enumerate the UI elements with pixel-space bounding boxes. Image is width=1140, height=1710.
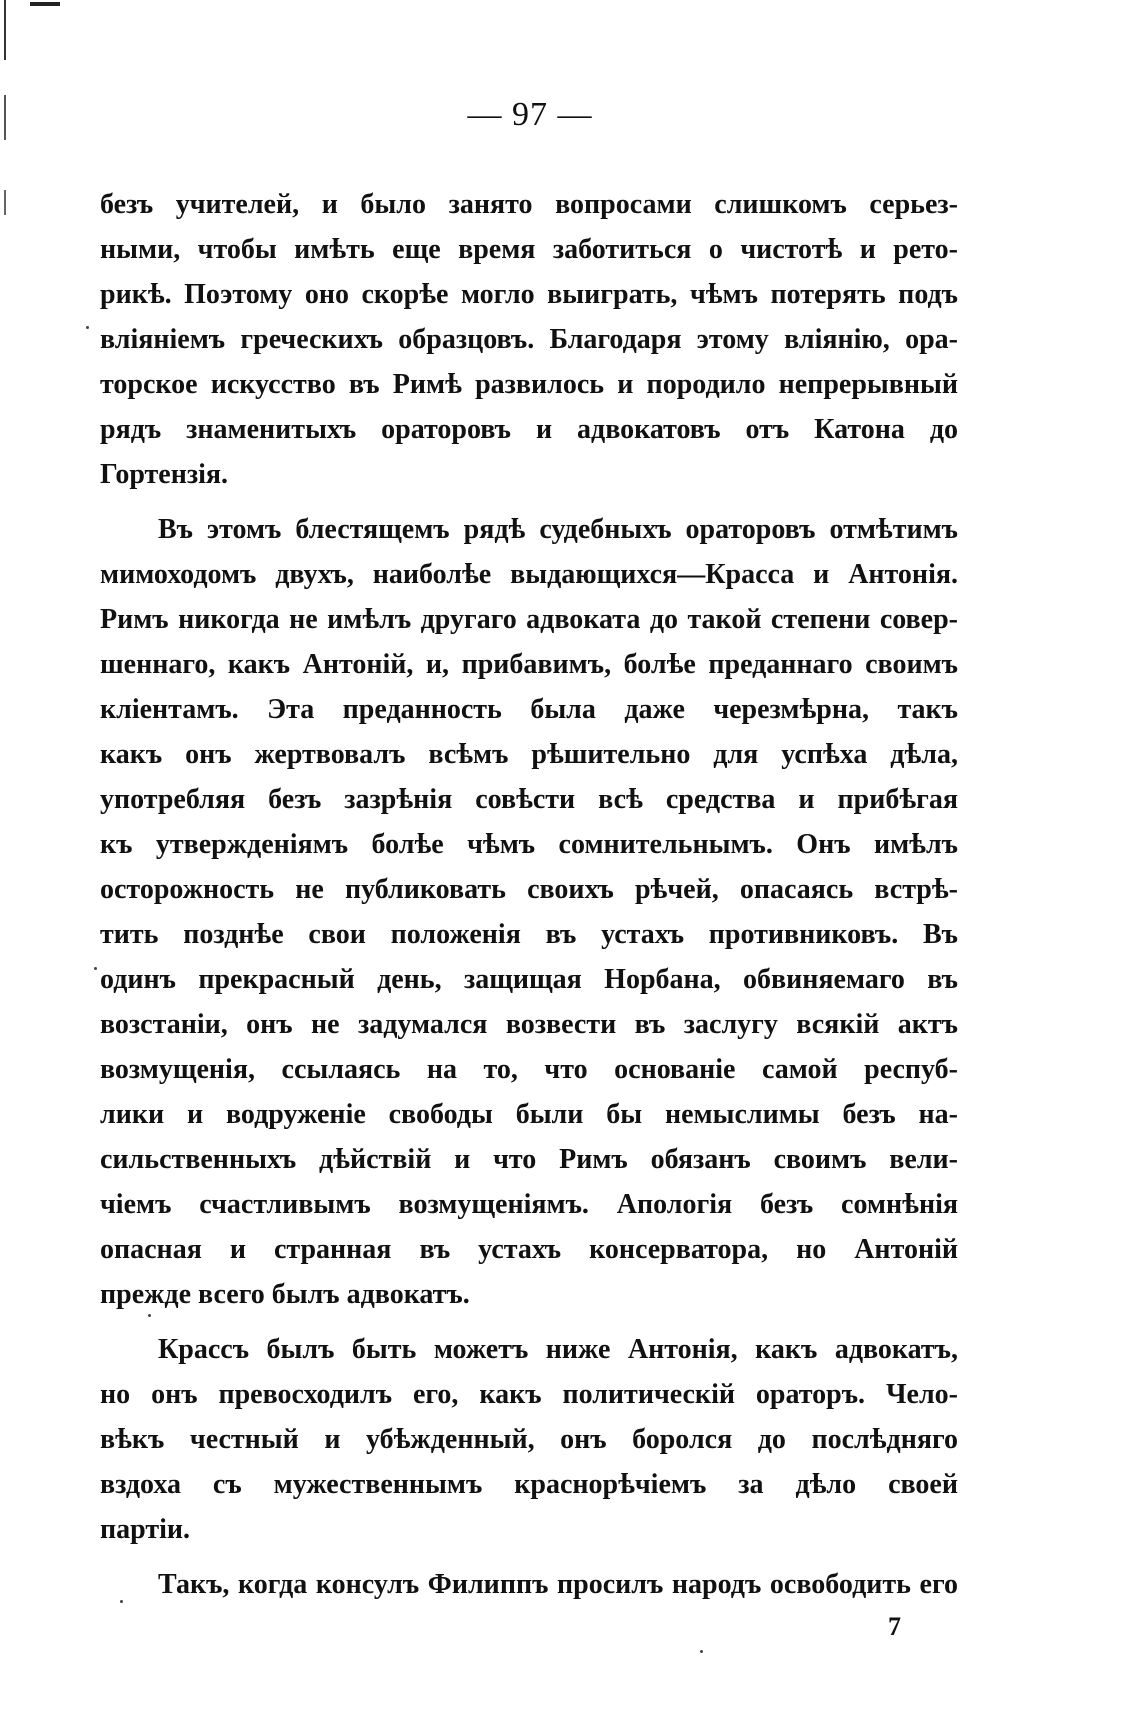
text-line: кліентамъ. Эта преданность была даже черезмѣрна, такъ — [100, 694, 958, 725]
text-line: шеннаго, какъ Антоній, и, прибавимъ, болѣе преданнаго своимъ — [100, 649, 958, 680]
text-line: тить позднѣе свои положенія въ устахъ противниковъ. Въ — [100, 919, 958, 950]
margin-scan-edge — [4, 0, 6, 1710]
text-line: сильственныхъ дѣйствій и что Римъ обязанъ своимъ вели- — [100, 1144, 958, 1175]
scan-speck — [148, 1314, 151, 1317]
scan-speck — [86, 326, 89, 329]
text-line: прежде всего былъ адвокатъ. — [100, 1279, 470, 1310]
page-number: — 97 — — [467, 96, 593, 133]
scan-speck — [94, 967, 97, 970]
text-line: одинъ прекрасный день, защищая Норбана, обвиняемаго въ — [100, 964, 958, 995]
text-line: возмущенія, ссылаясь на то, что основаніе самой респуб- — [100, 1054, 958, 1085]
text-line: рядъ знаменитыхъ ораторовъ и адвокатовъ отъ Катона до — [100, 414, 958, 445]
text-line: рикѣ. Поэтому оно скорѣе могло выиграть, чѣмъ потерять подъ — [100, 279, 958, 310]
text-line: но онъ превосходилъ его, какъ политическій ораторъ. Чело- — [100, 1379, 958, 1410]
scan-speck — [120, 1600, 123, 1603]
text-line: мимоходомъ двухъ, наиболѣе выдающихся—Красса и Антонія. — [100, 559, 958, 590]
paragraph-1 — [100, 182, 958, 497]
text-line: чіемъ счастливымъ возмущеніямъ. Апологія безъ сомнѣнія — [100, 1189, 958, 1220]
text-line: употребляя безъ зазрѣнія совѣсти всѣ средства и прибѣгая — [100, 784, 958, 815]
signature-mark: 7 — [888, 1612, 901, 1641]
text-line: опасная и странная въ устахъ консерватора, но Антоній — [100, 1234, 958, 1265]
paragraph-2 — [100, 507, 958, 1317]
text-line: Римъ никогда не имѣлъ другаго адвоката до такой степени совер- — [100, 604, 958, 635]
text-line: возстаніи, онъ не задумался возвести въ заслугу всякій актъ — [100, 1009, 958, 1040]
text-line: лики и водруженіе свободы были бы немыслимы безъ на- — [100, 1099, 958, 1130]
text-line: ными, чтобы имѣть еще время заботиться о чистотѣ и рето- — [100, 234, 958, 265]
text-line: къ утвержденіямъ болѣе чѣмъ сомнительнымъ. Онъ имѣлъ — [100, 829, 958, 860]
text-line: безъ учителей, и было занято вопросами слишкомъ серьез- — [100, 189, 958, 220]
text-line: вліяніемъ греческихъ образцовъ. Благодаря этому вліянію, ора- — [100, 324, 958, 355]
text-line: какъ онъ жертвовалъ всѣмъ рѣшительно для успѣха дѣла, — [100, 739, 958, 770]
paragraph-4 — [100, 1562, 958, 1607]
text-line: партіи. — [100, 1514, 191, 1545]
text-line: Въ этомъ блестящемъ рядѣ судебныхъ ораторовъ отмѣтимъ — [158, 514, 958, 545]
text-line: Гортензія. — [100, 459, 229, 490]
text-line: вѣкъ честный и убѣжденный, онъ боролся до послѣдняго — [100, 1424, 958, 1455]
text-line: осторожность не публиковать своихъ рѣчей, опасаясь встрѣ- — [100, 874, 958, 905]
body-text — [100, 182, 958, 1617]
text-line: Крассъ былъ быть можетъ ниже Антонія, какъ адвокатъ, — [158, 1334, 958, 1365]
text-line: торское искусство въ Римѣ развилось и породило непрерывный — [100, 369, 958, 400]
text-line: Такъ, когда консулъ Филиппъ просилъ народъ освободить его — [158, 1569, 958, 1600]
paragraph-3 — [100, 1327, 958, 1552]
corner-ink-mark — [30, 2, 60, 6]
scan-speck — [700, 1650, 703, 1653]
text-line: вздоха съ мужественнымъ краснорѣчіемъ за дѣло своей — [100, 1469, 958, 1500]
